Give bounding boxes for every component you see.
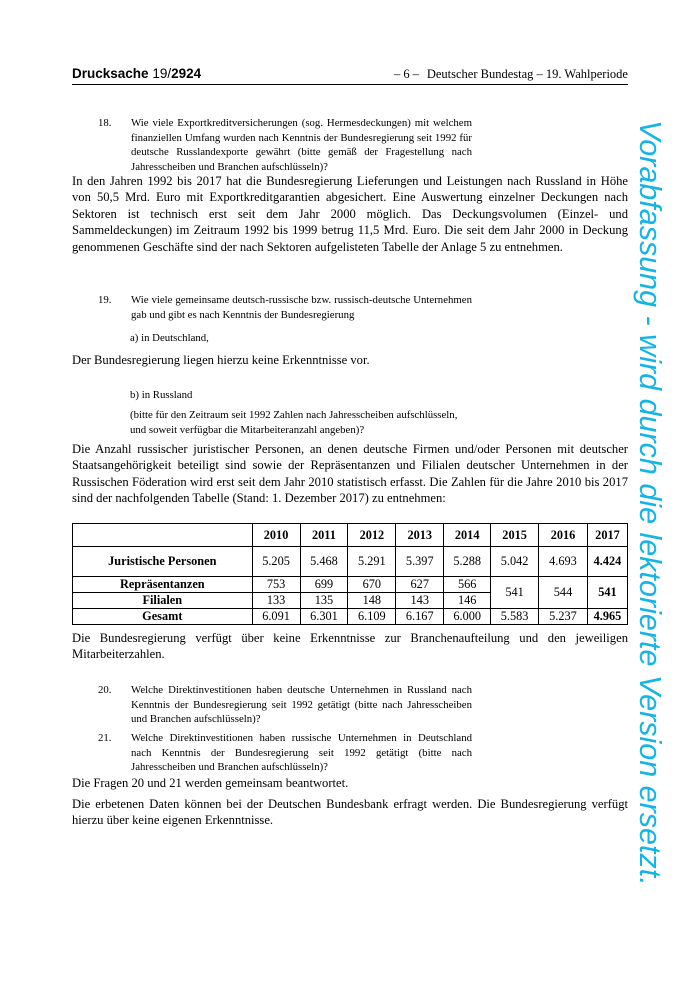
table-row <box>73 609 628 625</box>
table-cell: 5.583 <box>491 609 539 625</box>
table-cell: 148 <box>348 593 396 609</box>
table-cell: 6.000 <box>444 609 491 625</box>
publisher: Deutscher Bundestag – 19. Wahlperiode <box>426 67 628 81</box>
question-18 <box>98 116 472 174</box>
answer-18: In den Jahren 1992 bis 2017 hat die Bundesregierung Lieferungen und Leistungen nach Russland in Höhe von 50,5 Mrd. Euro mit Exportkreditgarantien abgesichert. Eine Auswertung einzelner Deckungen nach Sektoren ist technisch erst seit dem Jahr 2000 möglich. Das Deckungsvolumen (Einzel- und Sammeldeckungen) im Zeitraum 1992 bis 1999 betrug 11,5 Mrd. Euro. Die seit dem Jahr 2000 in Deckung genommenen Geschäfte sind der nach Sektoren aufgelisteten Tabelle der Anlage 5 zu entnehmen. <box>72 174 628 254</box>
question-text: Wie viele Exportkreditversicherungen (sog. Hermesdeckungen) mit welchem finanziellen Umfang wurden nach Kenntnis der Bundesregierung seit 1992 für deutsche Russlandexporte gewährt (bitte gemäß der Fragestellung nach Jahresscheiben und Branchen aufschlüsseln)? <box>131 117 472 173</box>
question-number: 18. <box>98 117 112 129</box>
question-number: 20. <box>98 684 112 696</box>
table-cell-merged: 541 <box>587 577 627 609</box>
table-cell: 627 <box>396 577 444 593</box>
table-header-row <box>73 524 628 547</box>
year-header: 2013 <box>396 524 444 547</box>
table-cell: 133 <box>252 593 300 609</box>
table-cell: 143 <box>396 593 444 609</box>
table-cell: 5.291 <box>348 547 396 577</box>
question-19-sub-a: a) in Deutschland, <box>130 332 209 344</box>
table-cell: 4.693 <box>539 547 588 577</box>
table-cell: 5.237 <box>539 609 588 625</box>
answer-19a: Der Bundesregierung liegen hierzu keine Erkenntnisse vor. <box>72 353 370 367</box>
page-header <box>72 66 628 84</box>
answer-19b: Die Anzahl russischer juristischer Personen, an denen deutsche Firmen und/oder Personen mit deutscher Staatsangehörigkeit beteiligt sind sowie der Repräsentanzen und Filialen deutscher Unternehmen in der Russischen Föderation wird erst seit dem Jahr 2010 statistisch erfasst. Die Zahlen für die Jahre 2010 bis 2017 sind der nachfolgenden Tabelle (Stand: 1. Dezember 2017) zu entnehmen: <box>72 442 628 506</box>
year-header: 2015 <box>491 524 539 547</box>
table-cell-merged: 544 <box>539 577 588 609</box>
table-cell: 6.167 <box>396 609 444 625</box>
answer-19c: Die Bundesregierung verfügt über keine Erkenntnisse zur Branchenaufteilung und den jeweiligen Mitarbeiterzahlen. <box>72 631 628 662</box>
table-cell: 5.205 <box>252 547 300 577</box>
table-corner-cell <box>73 524 253 547</box>
table-cell: 753 <box>252 577 300 593</box>
table-cell: 6.109 <box>348 609 396 625</box>
answer-20-21: Die erbetenen Daten können bei der Deutschen Bundesbank erfragt werden. Die Bundesregierung verfügt hierzu über keine eigenen Erkenntnisse. <box>72 797 628 828</box>
page-number: – 6 – <box>394 67 419 81</box>
year-header: 2016 <box>539 524 588 547</box>
table-cell: 5.288 <box>444 547 491 577</box>
table-cell: 699 <box>300 577 348 593</box>
year-header: 2017 <box>587 524 627 547</box>
table-cell-merged: 541 <box>491 577 539 609</box>
answer-20-21-intro: Die Fragen 20 und 21 werden gemeinsam beantwortet. <box>72 776 349 790</box>
table-cell: 146 <box>444 593 491 609</box>
year-header: 2014 <box>444 524 491 547</box>
table-cell: 6.091 <box>252 609 300 625</box>
table-cell: 5.397 <box>396 547 444 577</box>
row-label: Gesamt <box>73 609 253 625</box>
statistics-table <box>72 523 628 625</box>
header-rule <box>72 84 628 85</box>
table-row <box>73 547 628 577</box>
table-cell: 566 <box>444 577 491 593</box>
doc-label: Drucksache <box>72 66 149 81</box>
question-19-sub-b-note: (bitte für den Zeitraum seit 1992 Zahlen nach Jahresscheiben aufschlüsseln, und soweit verfügbar die Mitarbeiteranzahl angeben)? <box>130 409 458 436</box>
row-label: Repräsentanzen <box>73 577 253 593</box>
question-text: Welche Direktinvestitionen haben deutsche Unternehmen in Russland nach Kenntnis der Bundesregierung seit 1992 getätigt (bitte nach Jahresscheiben und Branchen aufschlüsseln)? <box>131 684 472 726</box>
table-cell: 135 <box>300 593 348 609</box>
document-number <box>72 66 201 81</box>
row-label: Filialen <box>73 593 253 609</box>
draft-watermark: Vorabfassung - wird durch die lektorierte Version ersetzt. <box>633 120 667 886</box>
table-cell: 4.965 <box>587 609 627 625</box>
year-header: 2011 <box>300 524 348 547</box>
question-19 <box>98 293 472 322</box>
table-cell: 6.301 <box>300 609 348 625</box>
table-cell: 5.042 <box>491 547 539 577</box>
year-header: 2012 <box>348 524 396 547</box>
doc-num: 2924 <box>171 66 202 81</box>
doc-num-prefix: 19/ <box>152 66 172 81</box>
table-cell: 4.424 <box>587 547 627 577</box>
table-cell: 5.468 <box>300 547 348 577</box>
question-text: Welche Direktinvestitionen haben russische Unternehmen in Deutschland nach Kenntnis der Bundesregierung seit 1992 getätigt (bitte nach Jahresscheiben und Branchen aufschlüsseln)? <box>131 732 472 774</box>
question-20 <box>98 683 472 727</box>
question-19-sub-b: b) in Russland <box>130 389 193 401</box>
question-21 <box>98 731 472 775</box>
question-number: 21. <box>98 732 112 744</box>
question-text: Wie viele gemeinsame deutsch-russische bzw. russisch-deutsche Unternehmen gab und gibt es nach Kenntnis der Bundesregierung <box>131 294 472 321</box>
row-label: Juristische Personen <box>73 547 253 577</box>
year-header: 2010 <box>252 524 300 547</box>
table-cell: 670 <box>348 577 396 593</box>
table-row <box>73 577 628 593</box>
question-number: 19. <box>98 294 112 306</box>
